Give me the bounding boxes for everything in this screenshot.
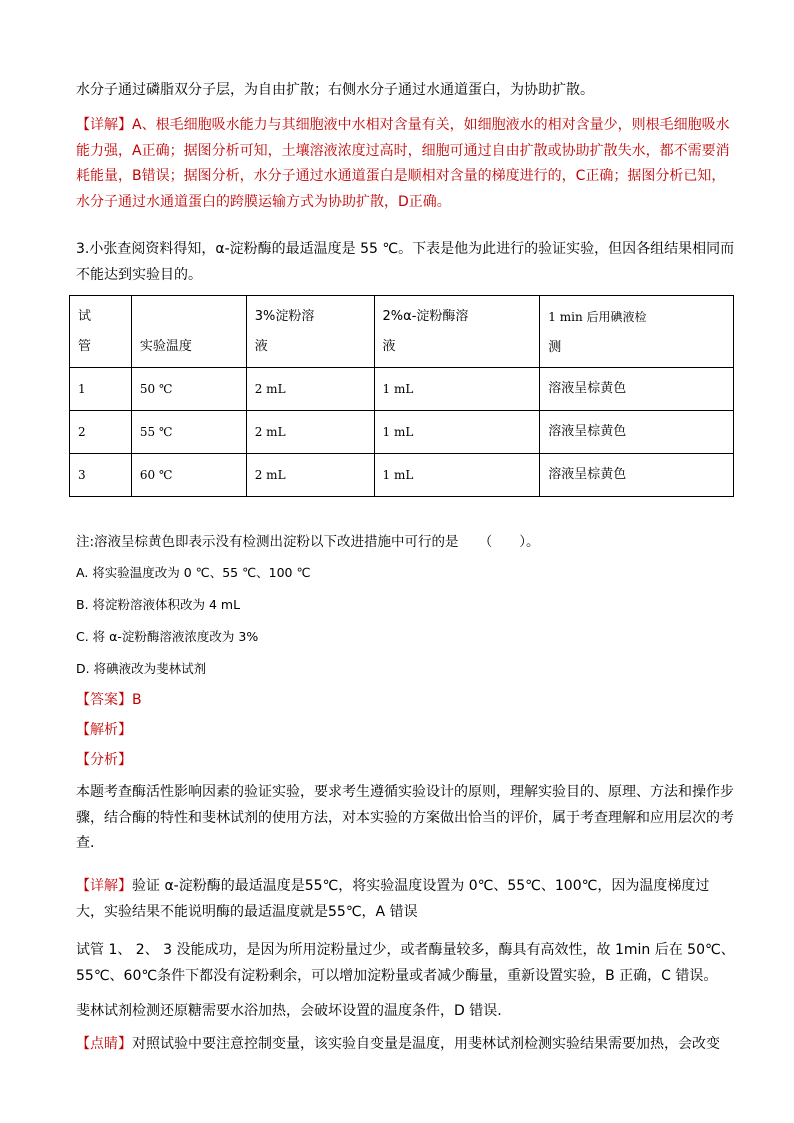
table-cell: 1 mL bbox=[374, 411, 540, 454]
question-note: 注:溶液呈棕黄色即表示没有检测出淀粉以下改进措施中可行的是 （ ）。 bbox=[76, 534, 540, 550]
header-cell-amylase: 2%α-淀粉酶溶 液 bbox=[374, 296, 540, 368]
table-cell: 1 bbox=[70, 368, 132, 411]
detail-text: 验证 α-淀粉酶的最适温度是55℃，将实验温度设置为 0℃、55℃、100℃，因为温度梯度过大，实验结果不能说明酶的最适温度就是55℃，A 错误 bbox=[76, 878, 710, 920]
option-a: A. 将实验温度改为 0 ℃、55 ℃、100 ℃ bbox=[76, 565, 311, 580]
header-cell-starch: 3%淀粉溶 液 bbox=[246, 296, 374, 368]
detail-paragraph-2b: 试管 1、 2、 3 没能成功，是因为所用淀粉量过少，或者酶量较多，酶具有高效性，故 1min 后在 50℃、55℃、60℃条件下都没有淀粉剩余，可以增加淀粉量或者减少酶量，重新设置实验，B 正确，C 错误。 bbox=[76, 942, 735, 984]
table-header-row bbox=[70, 296, 734, 368]
dianjing-text: 对照试验中要注意控制变量，该实验自变量是温度，用斐林试剂检测实验结果需要加热，会改变 bbox=[132, 1036, 720, 1052]
table-row bbox=[70, 454, 734, 497]
detail-paragraph-1 bbox=[76, 113, 736, 215]
table-cell: 2 mL bbox=[246, 411, 374, 454]
analysis-heading: 【解析】 bbox=[76, 722, 132, 738]
experiment-table bbox=[69, 295, 734, 497]
option-d: D. 将碘液改为斐林试剂 bbox=[76, 661, 207, 676]
question-stem bbox=[76, 237, 736, 288]
detail-tag: 【详解】 bbox=[76, 117, 132, 133]
table-cell: 2 mL bbox=[246, 368, 374, 411]
fenxi-text: 本题考查酶活性影响因素的验证实验，要求考生遵循实验设计的原则，理解实验目的、原理、方法和操作步骤，结合酶的特性和斐林试剂的使用方法，对本实验的方案做出恰当的评价，属于考查理解和应用层次的考查. bbox=[76, 784, 734, 851]
intro-line: 水分子通过磷脂双分子层，为自由扩散；右侧水分子通过水通道蛋白，为协助扩散。 bbox=[76, 82, 594, 98]
header-cell-tube: 试 管 bbox=[70, 296, 132, 368]
table-cell: 55 ℃ bbox=[131, 411, 246, 454]
option-b: B. 将淀粉溶液体积改为 4 mL bbox=[76, 597, 241, 612]
answer-value: B bbox=[132, 692, 142, 708]
option-c: C. 将 α-淀粉酶溶液浓度改为 3% bbox=[76, 629, 259, 644]
answer-line bbox=[76, 690, 142, 710]
table-cell: 2 bbox=[70, 411, 132, 454]
detail-text: A、根毛细胞吸水能力与其细胞液中水相对含量有关，如细胞液水的相对含量少，则根毛细胞吸水能力强，A正确；据图分析可知，土壤溶液浓度过高时，细胞可通过自由扩散或协助扩散失水，都不需要消耗能量，B错误；据图分析，水分子通过水通道蛋白是顺相对含量的梯度进行的，C正确；据图分析已知，水分子通过水通道蛋白的跨膜运输方式为协助扩散，D正确。 bbox=[76, 117, 730, 210]
table-cell: 溶液呈棕黄色 bbox=[540, 368, 734, 411]
table-cell: 3 bbox=[70, 454, 132, 497]
table-cell: 溶液呈棕黄色 bbox=[540, 454, 734, 497]
answer-tag: 【答案】 bbox=[76, 692, 132, 708]
detail-paragraph-2c: 斐林试剂检测还原糖需要水浴加热，会破坏设置的温度条件，D 错误. bbox=[76, 1003, 502, 1019]
detail-paragraph-2 bbox=[76, 874, 736, 925]
dianjing-paragraph bbox=[76, 1032, 736, 1058]
table-cell: 50 ℃ bbox=[131, 368, 246, 411]
table-cell: 溶液呈棕黄色 bbox=[540, 411, 734, 454]
table-cell: 60 ℃ bbox=[131, 454, 246, 497]
dianjing-tag: 【点睛】 bbox=[76, 1036, 132, 1052]
table-row bbox=[70, 368, 734, 411]
header-cell-temperature: 实验温度 bbox=[131, 296, 246, 368]
table-row bbox=[70, 411, 734, 454]
detail-tag: 【详解】 bbox=[76, 878, 132, 894]
question-line-2: 不能达到实验目的。 bbox=[76, 266, 202, 283]
fenxi-heading: 【分析】 bbox=[76, 752, 132, 768]
table-cell: 1 mL bbox=[374, 368, 540, 411]
header-cell-detection: 1 min 后用碘液检 测 bbox=[540, 296, 734, 368]
question-line-1: 3.小张查阅资料得知，α-淀粉酶的最适温度是 55 ℃。下表是他为此进行的验证实验，但因各组结果相同而 bbox=[76, 241, 735, 257]
table-cell: 1 mL bbox=[374, 454, 540, 497]
table-cell: 2 mL bbox=[246, 454, 374, 497]
